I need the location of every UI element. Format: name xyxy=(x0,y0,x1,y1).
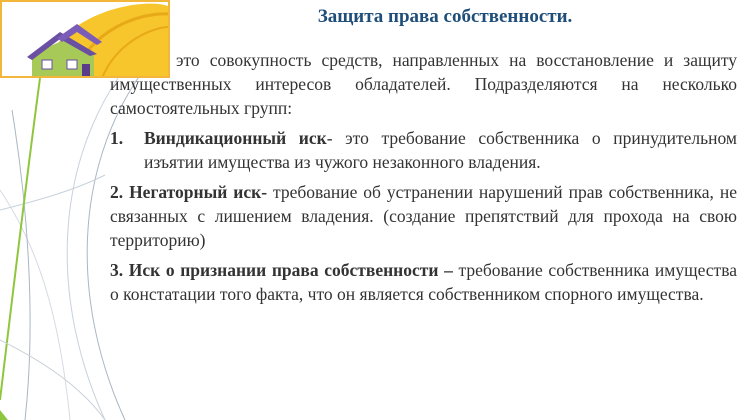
corner-triangle xyxy=(0,410,8,420)
item-text: требование об устранении нарушений прав собственника, не связанных с лишением владения. (создание препятствий для прохода на свою территорию) xyxy=(110,182,737,250)
item-text: требование собственника имущества о констатации того факта, что он является собственником спорного имущества. xyxy=(110,260,737,304)
list-item xyxy=(110,126,737,174)
item-term: Негаторный иск- xyxy=(129,182,268,202)
decor-curve xyxy=(0,175,105,210)
item-number: 2. xyxy=(110,182,124,202)
intro-paragraph: это совокупность средств, направленных на восстановление и защиту имущественных интересов обладателей. Подразделяются на несколько самостоятельных групп: xyxy=(110,50,737,118)
item-dash: - xyxy=(326,128,333,148)
slide-body xyxy=(110,48,737,312)
list-item xyxy=(110,180,737,252)
item-text: это требование собственника о принудительном изъятии имущества из чужого незаконного владения. xyxy=(144,128,737,172)
item-term: Виндикационный иск xyxy=(144,128,327,148)
item-number: 3. xyxy=(110,260,124,280)
list-item xyxy=(110,258,737,306)
item-term: Иск о признании права собственности – xyxy=(128,260,453,280)
item-body xyxy=(144,126,737,174)
page-title: Защита права собственности. xyxy=(317,6,573,27)
item-number: 1. xyxy=(110,128,124,148)
accent-line xyxy=(0,78,40,400)
decor-curve xyxy=(12,110,30,420)
